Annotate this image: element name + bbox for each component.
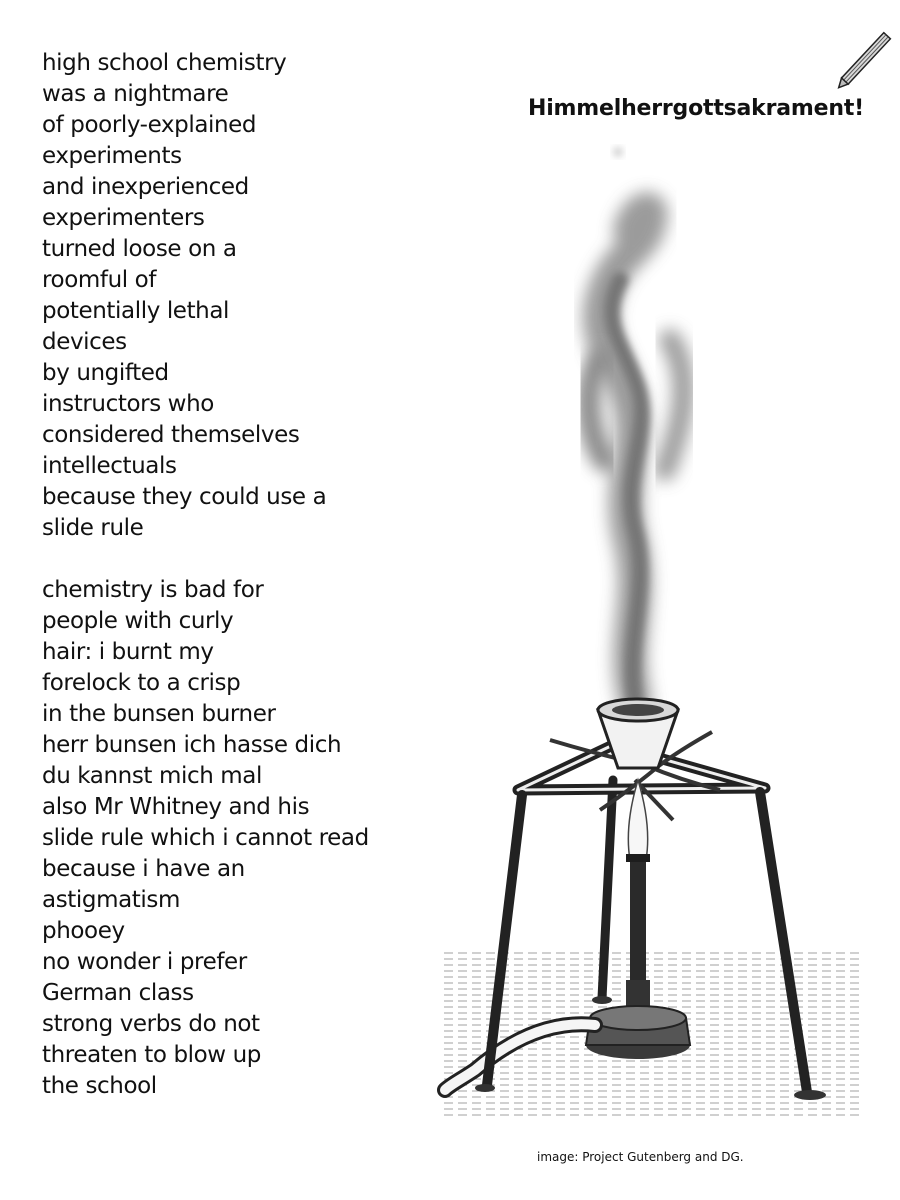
exclamation-heading: Himmelherrgottsakrament! (528, 96, 864, 121)
poem-line: people with curly (42, 608, 234, 634)
poem-line: also Mr Whitney and his (42, 794, 310, 820)
poem-line: strong verbs do not (42, 1011, 260, 1037)
stanza-break (42, 544, 402, 575)
poem-line: was a nightmare (42, 81, 229, 107)
poem-line: no wonder i prefer (42, 949, 247, 975)
bunsen-burner-on-tripod-illustration (430, 140, 870, 1140)
poem-line: the school (42, 1073, 157, 1099)
poem-line: hair: i burnt my (42, 639, 214, 665)
poem-line: slide rule which i cannot read (42, 825, 369, 851)
poem-line: experiments (42, 143, 182, 169)
poem-line: herr bunsen ich hasse dich (42, 732, 342, 758)
poem-line: experimenters (42, 205, 205, 231)
poem-line: because they could use a (42, 484, 327, 510)
poem-line: du kannst mich mal (42, 763, 262, 789)
poem-line: slide rule (42, 515, 144, 541)
poem-line: of poorly-explained (42, 112, 257, 138)
poem-line: chemistry is bad for (42, 577, 264, 603)
poem-line: considered themselves (42, 422, 300, 448)
poem-stanza-2 (42, 575, 402, 1102)
poem-line: devices (42, 329, 127, 355)
poem-line: potentially lethal (42, 298, 230, 324)
poem-line: astigmatism (42, 887, 180, 913)
poem-line: instructors who (42, 391, 214, 417)
poem-line: in the bunsen burner (42, 701, 276, 727)
poem-line: by ungifted (42, 360, 169, 386)
pencil-icon (832, 20, 900, 96)
poem-line: high school chemistry (42, 50, 287, 76)
poem-line: phooey (42, 918, 125, 944)
poem-line: German class (42, 980, 194, 1006)
poem-line: threaten to blow up (42, 1042, 262, 1068)
poem (42, 48, 402, 1102)
poem-line: because i have an (42, 856, 245, 882)
poem-line: intellectuals (42, 453, 177, 479)
smoke-plume (589, 148, 684, 700)
poem-stanza-1 (42, 48, 402, 544)
poem-line: turned loose on a (42, 236, 237, 262)
poem-line: and inexperienced (42, 174, 249, 200)
image-credit: image: Project Gutenberg and DG. (537, 1150, 744, 1164)
poem-line: forelock to a crisp (42, 670, 241, 696)
poem-line: roomful of (42, 267, 157, 293)
